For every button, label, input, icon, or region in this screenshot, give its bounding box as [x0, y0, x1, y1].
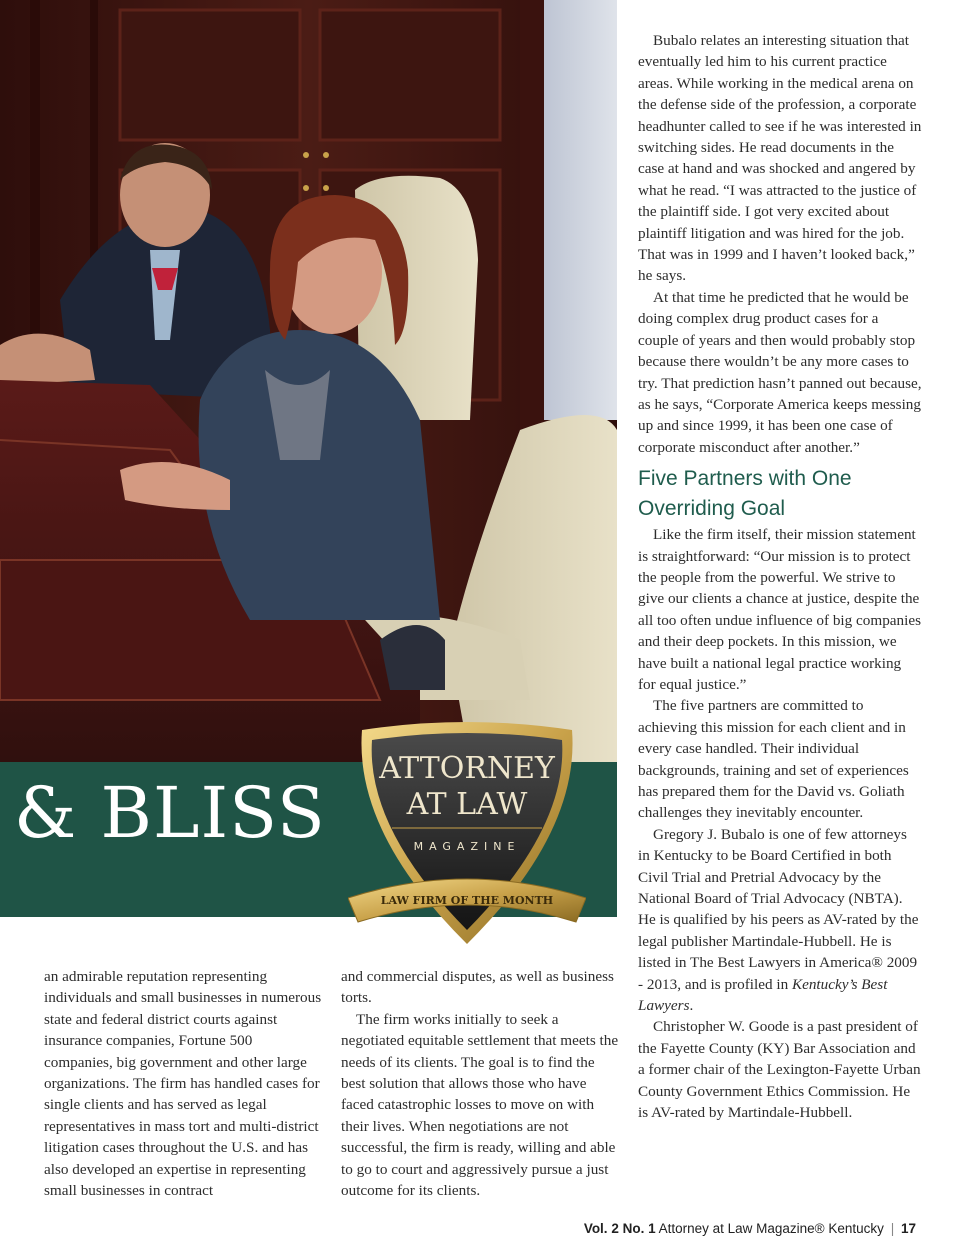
article-column-right: [638, 30, 922, 1124]
footer-separator: |: [890, 1221, 895, 1236]
badge-ribbon: LAW FIRM OF THE MONTH: [380, 894, 554, 907]
article-column-bottom-middle: [341, 966, 621, 1201]
hero-photo-illustration: [0, 0, 617, 762]
paragraph: At that time he predicted that he would be doing complex drug product cases for a couple of years and then would probably stop because there wouldn’t be any more cases to try. That prediction hasn’t panned out because, as he says, “Corporate America keeps messing up and since 1999, it has been one case of corporate misconduct after another.”: [638, 288, 922, 456]
publication-name: Attorney at Law Magazine® Kentucky: [658, 1221, 884, 1236]
hero-photo: [0, 0, 617, 762]
section-heading: Five Partners with One Overriding Goal: [638, 467, 852, 521]
paragraph: Christopher W. Goode is a past president of the Fayette County (KY) Bar Association and a former chair of the Lexington-Fayette Urban County Government Ethics Commission. He is AV-rated by Martindale-Hubbell.: [638, 1018, 921, 1122]
paragraph-text: Gregory J. Bubalo is one of few attorneys in Kentucky to be Board Certified in both Civil Trial and Pretrial Advocacy by the National Board of Trial Advocacy (NBTA). He is qualified by his peers as AV-rated by the legal publisher Martindale-Hubbell. He is listed in The Best Lawyers in America® 2009 - 2013, and is profiled in: [638, 825, 919, 993]
paragraph: an admirable reputation representing individuals and small businesses in numerous state and federal district courts against insurance companies, Fortune 500 companies, big government and other large organizations. The firm has handled cases for single clients and has served as legal representatives in mass tort and multi-district litigation cases throughout the U.S. and has also developed an expertise in representing small businesses in contract: [44, 968, 322, 1200]
paragraph: Bubalo relates an interesting situation that eventually led him to his current practice areas. While working in the medical arena on the defense side of the profession, a corporate headhunter called to see if he was interested in switching sides. He read documents in the case at hand and was shocked and angered by what he read. “I was attracted to the justice of the plaintiff side. I got very excited about plaintiff litigation and was hired for the job. That was in 1999 and I haven’t looked back,” he says.: [638, 32, 922, 285]
paragraph: The firm works initially to seek a negotiated equitable settlement that meets the needs of its clients. The goal is to find the best solution that allows those who have faced catastrophic losses to move on with their lives. When negotiations are not successful, the firm is ready, willing and able to go to court and aggressively pursue a just outcome for its clients.: [341, 1010, 619, 1200]
paragraph: The five partners are committed to achieving this mission for each client and in every case handled. Their individual backgrounds, training and set of experiences has prepared them for the David vs. Goliath challenges they inevitably encounter.: [638, 697, 909, 822]
magazine-badge-logo: [348, 722, 586, 950]
paragraph-end: .: [689, 997, 694, 1015]
badge-line3: MAGAZINE: [413, 840, 521, 853]
paragraph: and commercial disputes, as well as business torts.: [341, 968, 614, 1007]
page-number: 17: [900, 1221, 916, 1236]
badge-line1: ATTORNEY: [379, 751, 555, 786]
paragraph: [638, 824, 922, 1017]
issue-number: Vol. 2 No. 1: [583, 1221, 656, 1236]
banner-title: & BLISS: [14, 772, 326, 854]
article-column-bottom-left: [44, 966, 322, 1201]
publication-title: Kentucky’s Best Lawyers: [638, 975, 888, 1015]
badge-line2: AT LAW: [406, 787, 528, 822]
paragraph: Like the firm itself, their mission statement is straightforward: “Our mission is to protect the people from the powerful. We strive to give our clients a chance at justice, despite the all too often undue influence of big companies and their deep pockets. In this mission, we have built a national legal practice working for equal justice.”: [638, 526, 921, 693]
page-footer: [584, 1221, 916, 1236]
